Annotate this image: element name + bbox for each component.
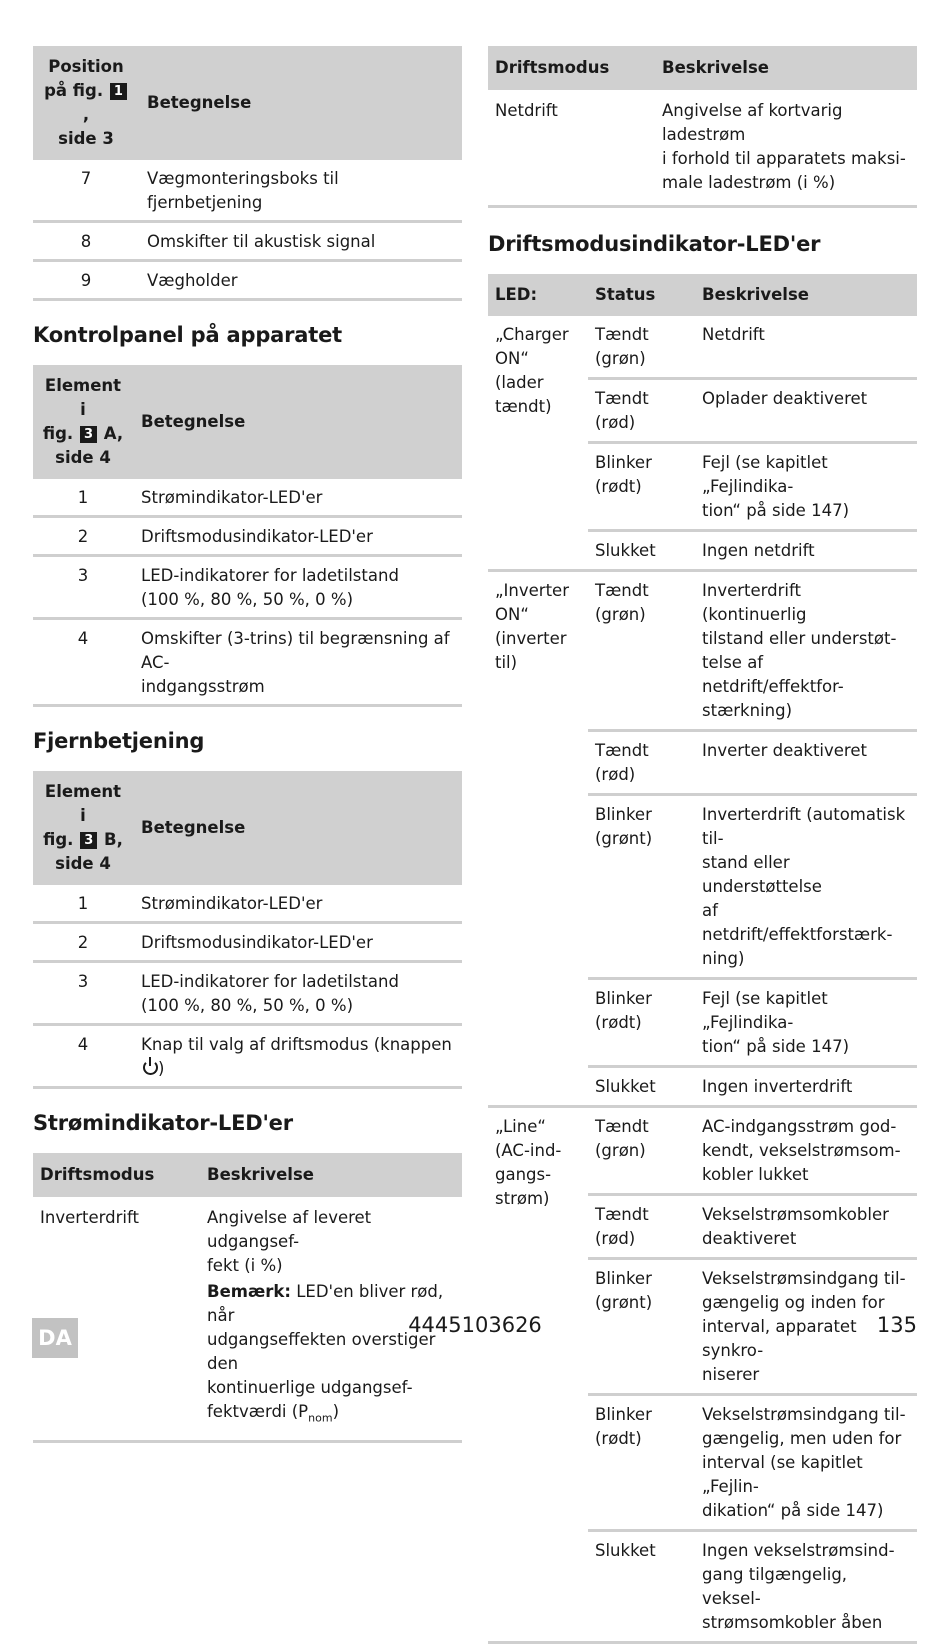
led-description: Inverter deaktiveret bbox=[695, 731, 917, 795]
led-description: Inverterdrift (kontinuerlig tilstand eller understøt- telse af netdrift/effektfor- stærkning) bbox=[695, 571, 917, 731]
led-description: AC-indgangsstrøm god- kendt, vekselstrømsom- kobler lukket bbox=[695, 1107, 917, 1195]
led-status: Tændt (rød) bbox=[588, 731, 695, 795]
table-row: 4 Knap til valg af driftsmodus (knappen ) bbox=[33, 1025, 462, 1088]
language-badge: DA bbox=[32, 1318, 78, 1358]
led-status: Slukket bbox=[588, 531, 695, 571]
net-mode-table bbox=[488, 46, 917, 208]
led-description: Ingen inverterdrift bbox=[695, 1067, 917, 1107]
power-icon bbox=[143, 1060, 158, 1075]
figure-badge: 1 bbox=[110, 83, 127, 100]
table-row: 3 LED-indikatorer for ladetilstand (100 %, 80 %, 50 %, 0 %) bbox=[33, 962, 462, 1025]
table-row: 7 Vægmonteringsboks til fjernbetjening bbox=[33, 160, 462, 222]
mode-header: Driftsmodus bbox=[33, 1153, 200, 1197]
led-status: Tændt (grøn) bbox=[588, 316, 695, 379]
led-table-body bbox=[488, 316, 917, 1643]
led-description: Netdrift bbox=[695, 316, 917, 379]
section-heading-control-panel: Kontrolpanel på apparatet bbox=[33, 323, 342, 347]
left-column bbox=[33, 46, 462, 1443]
table-row: 4 Omskifter (3-trins) til begrænsning af AC- indgangsstrøm bbox=[33, 619, 462, 706]
table-row: 9 Vægholder bbox=[33, 261, 462, 300]
table-row bbox=[488, 571, 917, 731]
position-table bbox=[33, 46, 462, 301]
description-header: Beskrivelse bbox=[200, 1153, 462, 1197]
led-description: Fejl (se kapitlet „Fejlindika- tion“ på side 147) bbox=[695, 443, 917, 531]
mode-led-table bbox=[488, 274, 917, 1644]
table-row: 1 Strømindikator-LED'er bbox=[33, 885, 462, 923]
led-status: Tændt (rød) bbox=[588, 1195, 695, 1259]
power-led-table bbox=[33, 1153, 462, 1443]
description-header: Beskrivelse bbox=[695, 274, 917, 316]
led-status: Tændt (rød) bbox=[588, 379, 695, 443]
led-description: Vekselstrømsomkobler deaktiveret bbox=[695, 1195, 917, 1259]
led-description: Inverterdrift (automatisk til- stand eller understøttelse af netdrift/effektforstærk- ning) bbox=[695, 795, 917, 979]
position-header: Position på fig. 1, side 3 bbox=[33, 46, 139, 160]
led-description: Vekselstrømsindgang til- gængelig og inden for interval, apparatet synkro- niserer bbox=[695, 1259, 917, 1395]
table-row: Inverterdrift Angivelse af leveret udgangsef- fekt (i %) Bemærk: LED'en bliver rød, når udgangseffekten overstiger den kontinuerlige udgangsef- fektværdi $(P_{nom})$ bbox=[33, 1197, 462, 1442]
led-description: Fejl (se kapitlet „Fejlindika- tion“ på side 147) bbox=[695, 979, 917, 1067]
led-name: „Charger ON“ (lader tændt) bbox=[488, 316, 588, 571]
led-status: Tændt (grøn) bbox=[588, 571, 695, 731]
mode-header: Driftsmodus bbox=[488, 46, 655, 90]
led-description: Ingen netdrift bbox=[695, 531, 917, 571]
led-status: Slukket bbox=[588, 1531, 695, 1643]
led-description: Oplader deaktiveret bbox=[695, 379, 917, 443]
table-row: Netdrift Angivelse af kortvarig ladestrøm i forhold til apparatets maksi- male ladestrøm (i %) bbox=[488, 90, 917, 207]
table-row: 3 LED-indikatorer for ladetilstand (100 %, 80 %, 50 %, 0 %) bbox=[33, 556, 462, 619]
led-name: „Line“ (AC-ind- gangs- strøm) bbox=[488, 1107, 588, 1643]
table-row bbox=[488, 1107, 917, 1195]
control-panel-table bbox=[33, 365, 462, 707]
note: Bemærk: LED'en bliver rød, når udgangseffekten overstiger den kontinuerlige udgangsef- fektværdi $(P_{nom})$ bbox=[207, 1282, 444, 1425]
led-status: Tændt (grøn) bbox=[588, 1107, 695, 1195]
led-status: Blinker (grønt) bbox=[588, 795, 695, 979]
led-header: LED: bbox=[488, 274, 588, 316]
table-row: 2 Driftsmodusindikator-LED'er bbox=[33, 517, 462, 556]
document-code: 4445103626 bbox=[408, 1313, 542, 1337]
element-header: Element i fig. 3 A, side 4 bbox=[33, 365, 133, 479]
led-status: Slukket bbox=[588, 1067, 695, 1107]
status-header: Status bbox=[588, 274, 695, 316]
led-description: Ingen vekselstrømsind- gang tilgængelig, veksel- strømsomkobler åben bbox=[695, 1531, 917, 1643]
led-description: Vekselstrømsindgang til- gængelig, men uden for interval (se kapitlet „Fejlin- dikation“ på side 147) bbox=[695, 1395, 917, 1531]
section-heading-power-led: Strømindikator-LED'er bbox=[33, 1111, 293, 1135]
table-row: 1 Strømindikator-LED'er bbox=[33, 479, 462, 517]
table-row bbox=[488, 316, 917, 379]
figure-badge: 3 bbox=[80, 426, 97, 443]
table-row: 2 Driftsmodusindikator-LED'er bbox=[33, 923, 462, 962]
description-header: Betegnelse bbox=[139, 46, 462, 160]
remote-table bbox=[33, 771, 462, 1089]
description-header: Betegnelse bbox=[133, 771, 462, 885]
section-heading-mode-led: Driftsmodusindikator-LED'er bbox=[488, 232, 821, 256]
figure-badge: 3 bbox=[80, 832, 97, 849]
page-number: 135 bbox=[876, 1313, 917, 1337]
led-status: Blinker (rødt) bbox=[588, 979, 695, 1067]
description-header: Betegnelse bbox=[133, 365, 462, 479]
section-heading-remote: Fjernbetjening bbox=[33, 729, 205, 753]
description-header: Beskrivelse bbox=[655, 46, 917, 90]
right-column bbox=[488, 46, 917, 1644]
led-name: „Inverter ON“ (inverter til) bbox=[488, 571, 588, 1107]
element-header: Element i fig. 3 B, side 4 bbox=[33, 771, 133, 885]
table-row: 8 Omskifter til akustisk signal bbox=[33, 222, 462, 261]
led-status: Blinker (rødt) bbox=[588, 443, 695, 531]
led-status: Blinker (grønt) bbox=[588, 1259, 695, 1395]
led-status: Blinker (rødt) bbox=[588, 1395, 695, 1531]
